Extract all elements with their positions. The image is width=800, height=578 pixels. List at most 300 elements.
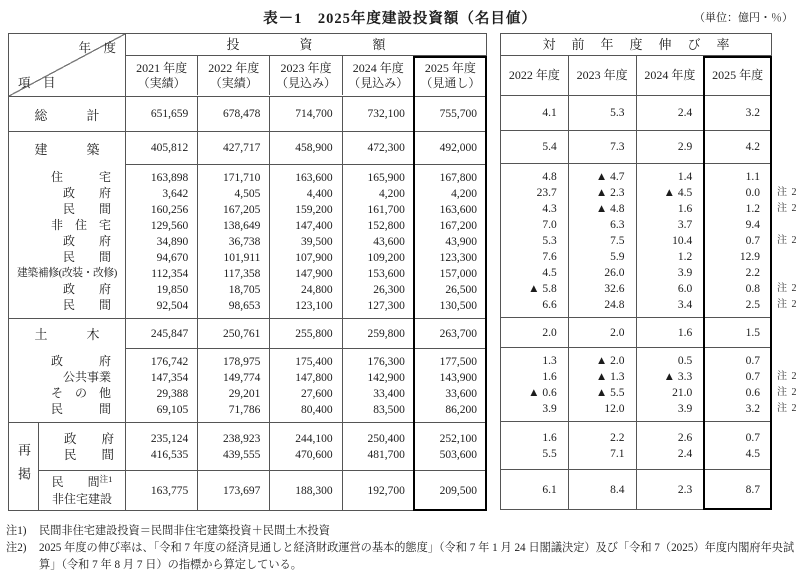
growth-band-4 [501, 347, 798, 421]
value-stack [126, 423, 197, 471]
rate-value: 12.9 [739, 251, 760, 263]
rate-value: 6.0 [677, 283, 693, 295]
investment-value: 178,975 [223, 356, 261, 368]
year-header-cell [415, 56, 486, 95]
value-stack [343, 165, 414, 319]
investment-value: 129,560 [150, 220, 189, 232]
investment-value: 147,400 [295, 220, 333, 232]
rate-value: 0.5 [677, 355, 693, 367]
investment-value: 94,670 [156, 252, 189, 264]
rate-value: 2.5 注 2 [745, 299, 798, 311]
investment-value: 33,400 [373, 388, 405, 400]
row-label-stack [9, 164, 125, 318]
investment-column [270, 164, 342, 318]
investment-value: 26,300 [373, 284, 405, 296]
investment-column [343, 423, 415, 470]
rate-value: 0.7 注 2 [745, 235, 798, 247]
investment-value: 259,800 [343, 319, 415, 348]
rate-value: 0.7 [745, 432, 760, 444]
rate-value: 2.6 [677, 432, 693, 444]
year-status-label: （見込み） [276, 75, 337, 90]
investment-value: 33,600 [445, 388, 478, 400]
rate-value: 0.0 注 2 [745, 187, 798, 199]
investment-band-0 [9, 97, 486, 131]
footnote-2-ref: 注 2 [777, 235, 798, 246]
investment-group-header: 投資額 [126, 34, 486, 56]
year-label: 2022 年度 [208, 60, 260, 75]
rate-value: ▲ 3.3 [663, 371, 693, 383]
growth-group-header: 対前年度伸び率 [501, 34, 771, 56]
rate-column [637, 348, 705, 421]
investment-value: 263,700 [439, 327, 478, 340]
rate-value: 12.0 [604, 403, 625, 415]
row-label: 民 間 [63, 448, 114, 462]
row-label: 政 府 [50, 354, 111, 368]
row-label: 土 木 [9, 319, 126, 348]
rate-value: 1.1 [745, 171, 760, 183]
rate-column [501, 422, 569, 469]
rate-value: 4.5 [745, 448, 760, 460]
investment-value: 43,900 [445, 236, 478, 248]
growth-band-3 [501, 317, 771, 347]
row-label-column [39, 423, 126, 470]
investment-value: 238,923 [223, 433, 261, 445]
investment-value: 107,900 [295, 252, 333, 264]
investment-value: 29,388 [156, 388, 189, 400]
value-stack [501, 348, 568, 422]
investment-value: 147,900 [295, 268, 333, 280]
investment-column [270, 348, 342, 422]
growth-band-5 [501, 421, 771, 469]
investment-value: 678,478 [198, 97, 270, 131]
growth-rate-table [500, 33, 798, 510]
year-header-cell: 2022 年度 [501, 56, 569, 95]
value-stack [704, 422, 771, 470]
year-header-cell: 2024 年度 [637, 56, 705, 95]
rate-value: 10.4 [672, 235, 693, 247]
investment-value: 755,700 [439, 108, 478, 120]
unit-note: （単位：億円・％） [694, 12, 793, 24]
value-stack [343, 349, 414, 423]
investment-value: 173,697 [198, 470, 270, 510]
rate-value: ▲ 0.6 [528, 387, 557, 399]
investment-value: 163,898 [150, 172, 189, 184]
year-label: 2021 年度 [136, 60, 188, 75]
rate-value: 3.2 注 2 [745, 403, 798, 415]
growth-band-2 [501, 163, 798, 317]
rate-value: 7.5 [610, 235, 625, 247]
rate-value: 1.6 [542, 371, 557, 383]
rate-value: 3.9 [677, 403, 693, 415]
rate-value: 2.2 [610, 432, 625, 444]
investment-value: 167,200 [439, 220, 478, 232]
rate-value: 5.9 [610, 251, 625, 263]
investment-table-header [9, 34, 486, 97]
footnote-2-label: 注2) [6, 542, 27, 554]
rate-value: 1.6 [542, 432, 557, 444]
investment-value: 71,786 [228, 404, 261, 416]
row-label-line2: 非住宅建設 [51, 492, 112, 506]
rate-column [704, 164, 798, 317]
investment-band-3 [9, 318, 486, 348]
footnote-2-text: 2025 年度の伸び率は、「令和 7 年度の経済見通しと経済財政運営の基本的態度」（令和 7 年 1 月 24 日閣議決定）及び「令和 7（2025）年度内閣府年央試算」（令和 7 年 8 月 7 日）の指標から算定している。 [39, 542, 795, 571]
investment-value: 109,200 [367, 252, 405, 264]
rate-value: 0.8 注 2 [745, 283, 798, 295]
rate-value: 2.4 [637, 96, 705, 130]
row-label: 非 住 宅 [50, 218, 111, 232]
footnote-1-label: 注1) [6, 525, 27, 537]
value-stack [343, 423, 414, 471]
rate-value: 5.4 [501, 131, 569, 163]
corner-diagonal-cell [9, 34, 126, 96]
rate-value: 4.2 [745, 141, 760, 153]
investment-value: 143,900 [439, 372, 478, 384]
value-stack [270, 423, 341, 471]
investment-value: 34,890 [156, 236, 189, 248]
investment-value: 159,200 [295, 204, 333, 216]
investment-value: 138,649 [223, 220, 261, 232]
rate-value: 2.4 [677, 448, 693, 460]
rate-value: 4.5 [542, 267, 557, 279]
regroup-label-cell [9, 423, 39, 491]
rate-value: 21.0 [672, 387, 693, 399]
row-label-column [9, 164, 126, 318]
rate-column [637, 422, 705, 469]
investment-value: 163,775 [126, 470, 198, 510]
rate-value: ▲ 2.0 [595, 355, 625, 367]
footnote-1-text: 民間非住宅建設投資＝民間非住宅建築投資＋民間土木投資 [39, 525, 330, 537]
value-stack [270, 165, 341, 319]
rate-value: ▲ 4.5 [663, 187, 693, 199]
investment-band-1 [9, 131, 486, 164]
investment-column [270, 423, 342, 470]
rate-value: ▲ 4.8 [595, 203, 625, 215]
rate-column [704, 422, 771, 469]
investment-column [198, 423, 270, 470]
rate-value: 5.3 [542, 235, 557, 247]
investment-column [343, 164, 415, 318]
investment-value: 112,354 [151, 268, 189, 280]
investment-value: 160,256 [150, 204, 189, 216]
investment-value: 177,500 [439, 356, 478, 368]
investment-value: 255,800 [270, 319, 342, 348]
regroup-vertical-label: 再掲 [16, 443, 31, 491]
rate-value: ▲ 1.3 [595, 371, 625, 383]
footnote-2-ref: 注 2 [777, 283, 798, 294]
investment-value: 651,659 [126, 97, 198, 131]
rate-value: ▲ 4.7 [595, 171, 625, 183]
investment-value: 130,500 [439, 300, 478, 312]
investment-band-6 [9, 470, 486, 510]
row-label: 政 府 [63, 432, 114, 446]
footnote-2 [6, 540, 796, 574]
investment-value: 472,300 [343, 132, 415, 164]
rate-value: 7.0 [542, 219, 557, 231]
row-label: 民 間 [62, 298, 111, 312]
row-label-stack [9, 348, 125, 422]
row-label: 民 間 [50, 402, 111, 416]
rate-value: 8.7 [745, 483, 760, 496]
footnote-2-ref: 注 2 [777, 371, 798, 382]
footnote-2-ref: 注 2 [777, 387, 798, 398]
rate-value: 6.6 [542, 299, 557, 311]
growth-band-0 [501, 96, 771, 130]
investment-value: 98,653 [228, 300, 261, 312]
investment-value: 18,705 [228, 284, 261, 296]
row-label: 公共事業 [62, 370, 111, 384]
investment-value: 167,800 [439, 172, 478, 184]
investment-value: 69,105 [156, 404, 189, 416]
rate-value: 3.4 [677, 299, 693, 311]
investment-header-right [126, 34, 486, 96]
investment-value: 192,700 [343, 470, 415, 510]
investment-column [126, 423, 198, 470]
year-header-cell: 2025 年度 [712, 68, 764, 82]
investment-value: 4,400 [306, 188, 333, 200]
investment-value: 176,300 [367, 356, 405, 368]
rate-value: 26.0 [604, 267, 625, 279]
investment-value: 470,600 [295, 449, 333, 461]
rate-value: 4.3 [542, 203, 557, 215]
investment-value: 481,700 [367, 449, 405, 461]
row-label: 政 府 [62, 234, 111, 248]
investment-value: 4,200 [451, 188, 478, 200]
year-header-cell [126, 56, 198, 95]
rate-value: 23.7 [536, 187, 557, 199]
investment-value: 714,700 [270, 97, 342, 131]
investment-value: 252,100 [439, 433, 478, 445]
footnote-2-ref: 注 2 [777, 403, 798, 414]
investment-value: 4,200 [378, 188, 405, 200]
row-label-column [39, 470, 126, 510]
value-stack [704, 348, 798, 422]
rate-value: 24.8 [604, 299, 625, 311]
value-stack [704, 164, 798, 318]
rate-value: ▲ 5.5 [595, 387, 625, 399]
rate-value: 1.2 [677, 251, 693, 263]
investment-value: 152,800 [367, 220, 405, 232]
row-label: 民 間$^{注1}$ [51, 474, 113, 489]
value-stack [501, 164, 568, 318]
rate-value: 0.7 [745, 355, 760, 367]
investment-value: 250,400 [367, 433, 405, 445]
year-label: 2025 年度 [424, 60, 476, 75]
corner-year-label: 年 度 [78, 41, 116, 55]
investment-value: 245,847 [126, 319, 198, 348]
rate-column [569, 348, 637, 421]
row-label: 住 宅 [50, 170, 111, 184]
investment-value: 458,900 [270, 132, 342, 164]
year-header-cell [198, 56, 270, 95]
row-label-stack [39, 423, 125, 471]
investment-value: 153,600 [367, 268, 405, 280]
rate-value: 3.9 [677, 267, 693, 279]
investment-column [126, 164, 198, 318]
year-status-label: （実績） [137, 75, 186, 90]
rate-value: ▲ 5.8 [528, 283, 557, 295]
value-stack [501, 422, 568, 470]
investment-column [198, 348, 270, 422]
investment-value: 244,100 [295, 433, 333, 445]
investment-value: 416,535 [150, 449, 189, 461]
year-header-cell: 2023 年度 [569, 56, 637, 95]
rate-value: 1.5 [745, 326, 760, 339]
investment-value: 27,600 [300, 388, 333, 400]
investment-value: 101,911 [223, 252, 261, 264]
investment-value: 80,400 [300, 404, 333, 416]
footnotes [6, 523, 796, 574]
rate-value: 1.6 [677, 203, 693, 215]
investment-year-row [126, 56, 486, 95]
value-stack [415, 165, 486, 319]
investment-value: 175,400 [295, 356, 333, 368]
investment-column [198, 164, 270, 318]
year-label: 2023 年度 [280, 60, 332, 75]
investment-value: 147,800 [295, 372, 333, 384]
rate-value: 2.9 [637, 131, 705, 163]
investment-value: 92,504 [156, 300, 189, 312]
growth-header-right [501, 34, 771, 95]
investment-value: 165,900 [367, 172, 405, 184]
investment-value: 163,600 [295, 172, 333, 184]
rate-value: 7.3 [569, 131, 637, 163]
investment-value: 83,500 [373, 404, 405, 416]
rate-value: 0.6 注 2 [745, 387, 798, 399]
investment-value: 24,800 [300, 284, 333, 296]
investment-value: 36,738 [228, 236, 261, 248]
investment-column [415, 348, 486, 422]
rate-value: 2.3 [637, 470, 705, 509]
value-stack [198, 165, 269, 319]
rate-value: 9.4 [745, 219, 760, 231]
value-stack [569, 164, 636, 318]
investment-value: 439,555 [223, 449, 261, 461]
rate-value: 6.3 [610, 219, 625, 231]
rate-value: 3.7 [677, 219, 693, 231]
investment-column [415, 423, 486, 470]
value-stack [415, 349, 486, 423]
investment-value: 3,642 [162, 188, 189, 200]
footnote-2-ref: 注 2 [777, 299, 798, 310]
footnote-1-ref: 注1 [99, 474, 113, 484]
year-label: 2024 年度 [352, 60, 404, 75]
investment-value: 86,200 [445, 404, 478, 416]
growth-table-body [501, 96, 798, 509]
rate-column [704, 348, 798, 421]
investment-value: 503,600 [439, 449, 478, 461]
rate-value: 3.9 [542, 403, 557, 415]
investment-value: 235,124 [150, 433, 189, 445]
investment-value: 43,600 [373, 236, 405, 248]
investment-value: 29,201 [228, 388, 261, 400]
investment-value: 209,500 [415, 470, 486, 510]
row-label: 建 築 [9, 132, 126, 164]
growth-table-header [501, 34, 771, 96]
rate-column [637, 164, 705, 317]
investment-column [343, 348, 415, 422]
investment-column [415, 164, 486, 318]
year-status-label: （見通し） [420, 75, 481, 90]
rate-value: 2.0 [569, 318, 637, 347]
footnote-1 [6, 523, 796, 540]
year-header-cell [270, 56, 342, 95]
investment-value: 4,505 [234, 188, 261, 200]
rate-value: 3.2 [745, 107, 760, 119]
rate-value: 5.3 [569, 96, 637, 130]
investment-value: 19,850 [156, 284, 189, 296]
investment-value: 427,717 [198, 132, 270, 164]
rate-value: 2.2 [745, 267, 760, 279]
rate-value: 1.3 [542, 355, 557, 367]
investment-value: 127,300 [367, 300, 405, 312]
year-status-label: （実績） [209, 75, 258, 90]
investment-value: 142,900 [367, 372, 405, 384]
value-stack [415, 423, 486, 471]
row-label-column [9, 348, 126, 422]
row-label: 建築補修(改装・改修) [17, 267, 117, 279]
investment-value: 39,500 [300, 236, 333, 248]
row-label: そ の 他 [50, 386, 111, 400]
investment-value: 405,812 [126, 132, 198, 164]
rate-value: ▲ 2.3 [595, 187, 625, 199]
row-label: 総 計 [9, 97, 126, 131]
row-label: 政 府 [62, 186, 111, 200]
investment-band-4 [9, 348, 486, 422]
row-label: 政 府 [62, 282, 111, 296]
rate-value: 1.2 注 2 [745, 203, 798, 215]
row-label: 民 間 [62, 250, 111, 264]
rate-value: 6.1 [501, 470, 569, 509]
rate-value: 7.1 [610, 448, 625, 460]
value-stack [637, 164, 704, 318]
investment-value: 732,100 [343, 97, 415, 131]
value-stack [270, 349, 341, 423]
investment-value: 147,354 [150, 372, 189, 384]
value-stack [637, 422, 704, 470]
value-stack [126, 165, 197, 319]
year-status-label: （見込み） [348, 75, 409, 90]
rate-column [501, 348, 569, 421]
value-stack [126, 349, 197, 423]
investment-column [126, 348, 198, 422]
rate-value: 32.6 [604, 283, 625, 295]
value-stack [569, 422, 636, 470]
investment-table-body [9, 97, 486, 510]
corner-item-label: 項 目 [18, 76, 56, 90]
investment-value: 188,300 [270, 470, 342, 510]
investment-value: 176,742 [150, 356, 189, 368]
investment-value: 250,761 [198, 319, 270, 348]
rate-value: 4.8 [542, 171, 557, 183]
investment-band-2 [9, 164, 486, 318]
investment-value: 117,358 [223, 268, 261, 280]
footnote-2-ref: 注 2 [777, 203, 798, 214]
rate-column [569, 422, 637, 469]
growth-year-row [501, 56, 771, 95]
row-label: 民 間 [62, 202, 111, 216]
investment-value: 149,774 [223, 372, 261, 384]
investment-value: 163,600 [439, 204, 478, 216]
investment-value: 167,205 [223, 204, 261, 216]
rate-value: 1.4 [677, 171, 693, 183]
value-stack [569, 348, 636, 422]
investment-value: 492,000 [439, 142, 478, 154]
year-header-cell [343, 56, 415, 95]
investment-value: 171,710 [223, 172, 261, 184]
rate-value: 1.6 [637, 318, 705, 347]
value-stack [198, 349, 269, 423]
value-stack [637, 348, 704, 422]
